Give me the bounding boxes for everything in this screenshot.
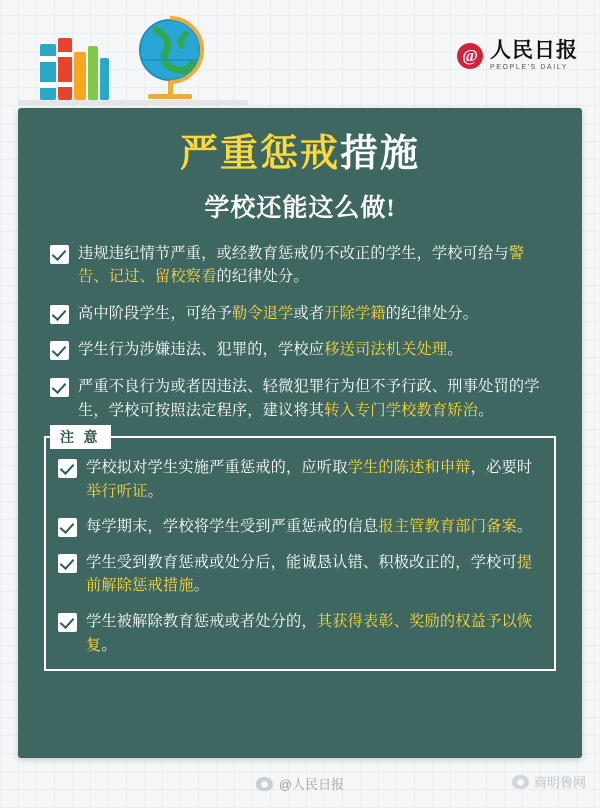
measure-item — [50, 302, 550, 326]
notice-list — [44, 436, 556, 671]
text-run: 违规违纪情节严重，或经教育惩戒仍不改正的学生，学校可给与 — [78, 244, 509, 262]
measure-item-text — [78, 242, 550, 289]
text-run: 。 — [447, 341, 463, 359]
weibo-eye-icon — [256, 777, 273, 791]
measure-item-text — [78, 302, 478, 326]
text-run: 其获得表彰、奖励的权益予以恢复 — [86, 612, 533, 654]
title-highlight: 严重惩戒 — [179, 133, 340, 175]
text-run: 。 — [478, 401, 494, 419]
footer — [0, 758, 600, 808]
books-and-globe-illustration — [18, 8, 248, 110]
text-run: 学生被解除教育惩戒或者处分的， — [86, 612, 317, 630]
text-run: 每学期末，学校将学生受到严重惩戒的信息 — [86, 518, 379, 536]
notice-item-text — [86, 456, 542, 503]
notice-item-text — [86, 515, 532, 539]
notice-section — [44, 431, 556, 671]
checkmark-icon — [58, 518, 77, 537]
text-run: ，必要时 — [470, 459, 533, 477]
title-white: 措施 — [340, 133, 421, 175]
notice-item — [58, 456, 542, 503]
notice-item — [58, 515, 542, 539]
notice-tag: 注 意 — [50, 425, 111, 449]
measure-item — [50, 242, 550, 289]
page-subtitle: 学校还能这么做! — [204, 194, 396, 222]
notice-item-text — [86, 610, 542, 657]
checkmark-icon — [50, 378, 69, 397]
at-icon: @ — [457, 43, 483, 69]
text-run: 严重不良行为或者因违法、轻微犯罪行为但不予行政、刑事处罚的学生，学校可按照法定程序，建议将其 — [78, 378, 540, 419]
text-run: 。 — [516, 518, 533, 536]
text-run: 或者 — [293, 304, 325, 322]
page-title — [44, 134, 556, 176]
brand-names — [490, 40, 578, 71]
text-run: 勒令退学 — [231, 304, 294, 322]
weibo-credit-label: @人民日报 — [278, 777, 345, 792]
notice-item — [58, 551, 542, 598]
measure-item-text — [78, 338, 463, 362]
checkmark-icon — [50, 245, 69, 264]
checkmark-icon — [50, 305, 69, 324]
text-run: 移送司法机关处理 — [324, 341, 448, 359]
text-run: 学生受到教育惩戒或处分后，能诚恳认错、积极改正的，学校可 — [86, 553, 517, 571]
text-run: 高中阶段学生，可给予 — [78, 304, 232, 322]
text-run: 报主管教育部门备案 — [378, 518, 517, 536]
brand-logo — [457, 40, 578, 71]
measure-item-text — [78, 375, 550, 422]
header — [0, 0, 600, 108]
checkmark-icon — [58, 554, 77, 573]
text-run: 学生的陈述和申辩 — [347, 459, 471, 477]
brand-name-en: PEOPLE'S DAILY — [490, 64, 569, 71]
weibo-credit-center — [256, 774, 344, 793]
weibo-credit-right — [512, 772, 586, 791]
measure-list — [44, 242, 556, 422]
text-run: 学生行为涉嫌违法、犯罪的，学校应 — [78, 341, 325, 359]
text-run: 转入专门学校教育矫治 — [324, 401, 479, 419]
notice-item-text — [86, 551, 542, 598]
weibo-eye-icon-right — [512, 775, 529, 789]
checkmark-icon — [50, 341, 69, 360]
text-run: 举行听证 — [86, 482, 148, 500]
text-run: 学校拟对学生实施严重惩戒的，应听取 — [86, 459, 348, 477]
text-run: 。 — [147, 482, 163, 500]
checkmark-icon — [58, 459, 77, 478]
text-run: 警告、记过、留校察看 — [78, 244, 525, 286]
text-run: 。 — [101, 636, 117, 654]
checkmark-icon — [58, 613, 77, 632]
text-run: 开除学籍 — [324, 304, 386, 322]
content-card — [18, 108, 582, 758]
watermark-label: 商明鲁网 — [533, 775, 586, 790]
measure-item — [50, 375, 550, 422]
measure-item — [50, 338, 550, 362]
text-run: 的纪律处分。 — [216, 268, 309, 286]
text-run: 提前解除惩戒措施 — [86, 553, 533, 595]
text-run: 。 — [193, 577, 210, 595]
text-run: 的纪律处分。 — [385, 304, 479, 322]
notice-item — [58, 610, 542, 657]
brand-name-cn: 人民日报 — [490, 38, 578, 62]
